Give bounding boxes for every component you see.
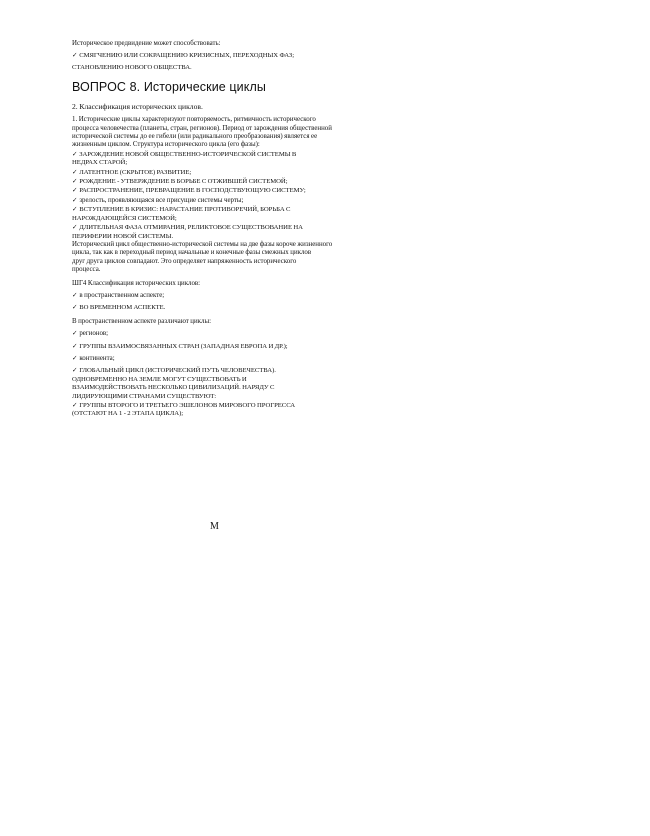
list-item xyxy=(72,223,375,232)
list-item-continuation: (ОТСТАЮТ НА 1 - 2 ЭТАПА ЦИКЛА); xyxy=(72,410,184,418)
list-item xyxy=(72,177,375,186)
list-item-continuation: НЕДРАХ СТАРОЙ; xyxy=(72,159,128,167)
paragraph-line: процесса. xyxy=(72,266,101,274)
list-item-text: ГРУППЫ ВЗАИМОСВЯЗАННЫХ СТРАН (ЗАПАДНАЯ ЕВРОПА И ДР.); xyxy=(79,342,288,350)
list-item-text: в пространственном аспекте; xyxy=(79,291,165,299)
list-item-text: РОЖДЕНИЕ - УТВЕРЖДЕНИЕ В БОРЬБЕ С ОТЖИВШЕЙ СИСТЕМОЙ; xyxy=(79,178,288,186)
list-item-text: ГЛОБАЛЬНЫЙ ЦИКЛ (ИСТОРИЧЕСКИЙ ПУТЬ ЧЕЛОВЕЧЕСТВА). xyxy=(79,367,276,375)
list-item xyxy=(72,186,375,195)
closing-line: ВЗАИМОДЕЙСТВОВАТЬ НЕСКОЛЬКО ЦИВИЛИЗАЦИЙ. НАРЯДУ С xyxy=(72,384,275,392)
spatial-lead: В пространственном аспекте различают циклы: xyxy=(72,317,212,325)
list-item-text: регионов; xyxy=(79,330,109,338)
intro-item-line1: СМЯГЧЕНИЮ ИЛИ СОКРАЩЕНИЮ КРИЗИСНЫХ, ПЕРЕХОДНЫХ ФАЗ; xyxy=(79,52,295,60)
list-item-continuation: НАРОЖДАЮЩЕЙСЯ СИСТЕМОЙ; xyxy=(72,214,177,222)
list-item xyxy=(72,205,375,214)
list-item xyxy=(72,366,375,375)
list-item-text: континента; xyxy=(79,354,115,362)
section-subtitle: 2. Классификация исторических циклов. xyxy=(72,102,203,112)
phase-list xyxy=(72,150,375,241)
paragraph-definition xyxy=(72,116,375,150)
closing-line: ЛИДИРУЮЩИМИ СТРАНАМИ СУЩЕСТВУЮТ: xyxy=(72,392,217,400)
paragraph-line: жизненным циклом. Структура исторического цикла (его фазы): xyxy=(72,141,260,149)
stray-mark: М xyxy=(210,521,219,532)
paragraph-line: цикла, так как в переходный период начальные и конечные фазы смежных циклов xyxy=(72,249,312,257)
intro-item xyxy=(72,51,375,60)
list-item-text: ВСТУПЛЕНИЕ В КРИЗИС: НАРАСТАНИЕ ПРОТИВОРЕЧИЙ, БОРЬБА С xyxy=(79,206,291,214)
list-item xyxy=(72,329,375,338)
list-item xyxy=(72,354,375,363)
paragraph-line: друг друга циклов совпадают. Это определяет напряженность исторического xyxy=(72,257,297,265)
intro-item-line2: СТАНОВЛЕНИЮ НОВОГО ОБЩЕСТВА. xyxy=(72,63,192,71)
list-item xyxy=(72,303,375,312)
section-heading: ВОПРОС 8. Исторические циклы xyxy=(72,80,266,95)
document-body xyxy=(72,40,375,419)
paragraph-line: Исторический цикл общественно-исторической системы на две фазы короче жизненного xyxy=(72,240,333,248)
paragraph-line: 1. Исторические циклы характеризуют повторяемость, ритмичность исторического xyxy=(72,116,316,124)
list-item-text: ЗАРОЖДЕНИЕ НОВОЙ ОБЩЕСТВЕННО-ИСТОРИЧЕСКОЙ СИСТЕМЫ В xyxy=(79,150,297,158)
list-item xyxy=(72,342,375,351)
intro-lead: Историческое предвидение может способствовать: xyxy=(72,40,221,47)
list-item xyxy=(72,291,375,300)
list-item xyxy=(72,401,375,410)
list-item-text: ЛАТЕНТНОЕ (СКРЫТОЕ) РАЗВИТИЕ; xyxy=(79,168,192,176)
list-item-continuation: ПЕРИФЕРИИ НОВОЙ СИСТЕМЫ. xyxy=(72,232,174,240)
list-item xyxy=(72,168,375,177)
paragraph-line: процесса человечества (планеты, стран, регионов). Период от зарождения общественной xyxy=(72,124,332,132)
paragraph-cycle xyxy=(72,241,375,275)
list-item xyxy=(72,150,375,159)
list-item-text: РАСПРОСТРАНЕНИЕ, ПРЕВРАЩЕНИЕ В ГОСПОДСТВУЮЩУЮ СИСТЕМУ; xyxy=(79,187,306,195)
classification-lead: ШГ4 Классификация исторических циклов: xyxy=(72,279,201,287)
list-item-text: зрелость, проявляющаяся все присущие системы черты; xyxy=(79,196,244,204)
paragraph-line: исторической системы до ее гибели (или радикального преобразования) является ее xyxy=(72,133,318,141)
list-item-text: ВО ВРЕМЕННОМ АСПЕКТЕ. xyxy=(79,304,166,312)
list-item-text: ДЛИТЕЛЬНАЯ ФАЗА ОТМИРАНИЯ, РЕЛИКТОВОЕ СУЩЕСТВОВАНИЕ НА xyxy=(79,224,303,232)
list-item-text: ГРУППЫ ВТОРОГО И ТРЕТЬЕГО ЭШЕЛОНОВ МИРОВОГО ПРОГРЕССА xyxy=(79,402,296,409)
list-item xyxy=(72,196,375,205)
closing-line: ОДНОВРЕМЕННО НА ЗЕМЛЕ МОГУТ СУЩЕСТВОВАТЬ И xyxy=(72,375,247,383)
